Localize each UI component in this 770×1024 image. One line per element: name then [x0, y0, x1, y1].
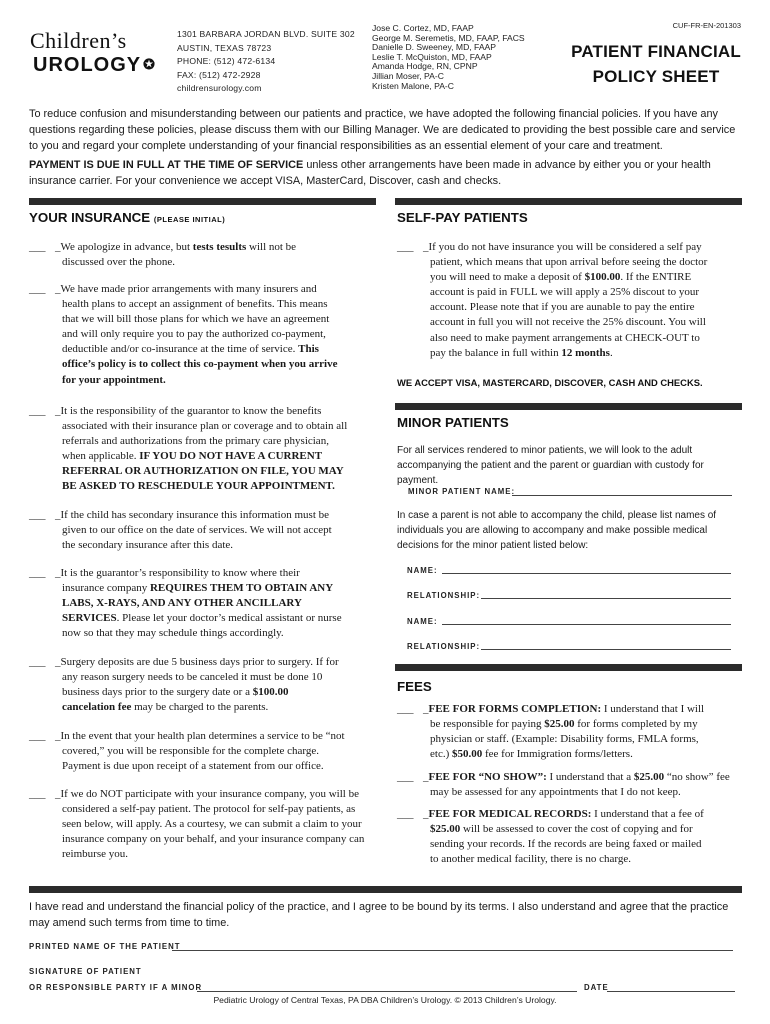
- payment-due-notice: PAYMENT IS DUE IN FULL AT THE TIME OF SERVICE: [29, 159, 304, 171]
- initial-blank[interactable]: ___: [29, 788, 46, 800]
- item-bold-text: tests tesults: [192, 241, 247, 253]
- fee-title: FEE FOR FORMS COMPLETION:: [428, 703, 602, 715]
- initial-blank[interactable]: ___: [397, 241, 414, 253]
- item-text: It is the guarantor’s responsibility to know where their insurance company: [60, 567, 300, 595]
- insurance-item-text: [55, 240, 332, 270]
- relationship-label: RELATIONSHIP:: [407, 642, 481, 651]
- logo: [30, 29, 160, 76]
- signature-field[interactable]: [197, 991, 577, 992]
- insurance-item-text: [55, 655, 342, 715]
- item-text: In the event that your health plan determines a service to be “not covered,” you will be responsible for the complete charge. Payment is due upon receipt of a statement from our office.: [60, 730, 345, 773]
- insurance-item-text: [55, 282, 340, 388]
- fee-amount: $25.00: [544, 718, 575, 731]
- fees-heading: FEES: [397, 679, 432, 694]
- provider: Amanda Hodge, RN, CPNP: [372, 61, 478, 72]
- initial-underscore: _: [55, 509, 61, 521]
- insurance-item-text: [55, 729, 358, 774]
- initial-blank[interactable]: ___: [29, 509, 46, 521]
- item-text: fee for Immigration forms/letters.: [482, 748, 633, 761]
- initial-underscore: _: [55, 730, 61, 742]
- star-icon: ✪: [143, 56, 156, 72]
- fee-item-text: [423, 770, 730, 800]
- item-text: Surgery deposits are due 5 business days prior to surgery. If for any reason surgery needs to be canceled it must be done 10 business days prior to the surgery date or a: [60, 656, 339, 699]
- fee-title: FEE FOR “NO SHOW”:: [428, 771, 547, 783]
- logo-word: UROLOGY: [33, 54, 142, 76]
- insurance-heading-text: YOUR INSURANCE: [29, 210, 151, 225]
- fee-title: FEE FOR MEDICAL RECORDS:: [428, 808, 592, 820]
- insurance-item-text: [55, 404, 348, 495]
- relationship-label: RELATIONSHIP:: [407, 591, 481, 600]
- initial-underscore: _: [55, 283, 61, 295]
- provider: Leslie T. McQuiston, MD, FAAP: [372, 51, 492, 62]
- item-bold-text: $100.00 cancelation fee: [62, 686, 289, 714]
- footer-copyright: Pediatric Urology of Central Texas, PA DBA Children’s Urology. © 2013 Children’s Urology.: [213, 995, 557, 1005]
- section-divider: [395, 198, 742, 205]
- page-title-line1: PATIENT FINANCIAL: [571, 42, 741, 61]
- insurance-item-text: [55, 566, 342, 641]
- fee-amount: $50.00: [451, 748, 483, 761]
- payment-term: 12 months: [561, 346, 610, 359]
- section-divider: [395, 403, 742, 410]
- item-text: will be assessed to cover the cost of copying and for sending your records. If the records are being faxed or mailed to another medical facility, there is no charge.: [430, 823, 702, 866]
- selfpay-heading: SELF-PAY PATIENTS: [397, 210, 528, 225]
- deposit-amount: $100.00: [584, 271, 621, 284]
- item-period: .: [609, 346, 613, 359]
- initial-blank[interactable]: ___: [29, 405, 46, 417]
- item-text: If the child has secondary insurance this information must be given to our office on the date of services. We will not accept the secondary insurance after this date.: [60, 509, 332, 552]
- guardian-name-label: NAME:: [407, 566, 438, 575]
- date-field[interactable]: [607, 991, 735, 992]
- item-text: We have made prior arrangements with many insurers and health plans to accept an assignment of benefits. This means that we will bill those plans for which we have an agreement and will only require you to pay the authorized co-payment, deductible and/or co-insurance at the time of service.: [60, 283, 330, 356]
- item-bold-text: This office’s policy is to collect this co-payment when you arrive for your appointment.: [62, 343, 338, 386]
- initial-underscore: _: [55, 567, 61, 579]
- initial-blank[interactable]: ___: [397, 808, 414, 820]
- payment-paragraph: [29, 157, 743, 189]
- item-text: If you do not have insurance you will be considered a self pay patient, which means that upon arrival before seeing the doctor you will need to make a deposit of: [428, 241, 708, 284]
- minor-name-label: MINOR PATIENT NAME:: [408, 487, 516, 496]
- relationship-field[interactable]: [481, 598, 731, 599]
- form-code: CUF-FR-EN-201303: [672, 21, 741, 30]
- provider: Jose C. Cortez, MD, FAAP: [372, 23, 474, 33]
- item-text: for forms completed by my physician or staff. (Example: Disability forms, FMLA forms, etc.): [430, 718, 699, 761]
- insurance-item-text: [55, 508, 342, 553]
- item-text-after: will not be discussed over the phone.: [62, 241, 297, 269]
- insurance-heading: [29, 210, 225, 225]
- item-text-after: . Please let your doctor’s medical assistant or nurse now so that they may schedule things accordingly.: [62, 612, 342, 640]
- address-website: childrensurology.com: [177, 83, 262, 93]
- item-text-after: may be charged to the parents.: [131, 701, 269, 714]
- initial-blank[interactable]: ___: [397, 703, 414, 715]
- initial-underscore: _: [423, 703, 429, 715]
- provider: Jillian Moser, PA-C: [372, 70, 444, 81]
- intro-paragraph: To reduce confusion and misunderstanding between our patients and practice, we have adopted the following financial policies. If you have any questions regarding these policies, please discuss them with our Billing Manager. We are dedicated to providing the best possible care and service to you and regard your complete understanding of your financial responsibilities as an essential element of your care and treatment.: [29, 108, 736, 152]
- initial-blank[interactable]: ___: [29, 730, 46, 742]
- selfpay-item-text: [423, 240, 712, 361]
- item-text: “no show” fee may be assessed for any appointments that I do not keep.: [430, 771, 730, 799]
- signature-label-line2: OR RESPONSIBLE PARTY IF A MINOR: [29, 983, 203, 992]
- guardian-name-label: NAME:: [407, 617, 438, 626]
- signature-label-line1: SIGNATURE OF PATIENT: [29, 967, 142, 976]
- fee-item-text: [423, 702, 705, 762]
- printed-name-label: PRINTED NAME OF THE PATIENT: [29, 942, 181, 951]
- address-phone: PHONE: (512) 472-6134: [177, 56, 276, 66]
- payment-details: unless other arrangements have been made in advance by either you or your health insurance carrier. For your convenience we accept VISA, MasterCard, Discover, cash and checks.: [29, 159, 711, 187]
- initial-underscore: _: [55, 788, 61, 800]
- provider: George M. Seremetis, MD, FAAP, FACS: [372, 32, 525, 43]
- logo-wordmark-bottom: [33, 53, 160, 76]
- initial-blank[interactable]: ___: [29, 567, 46, 579]
- initial-blank[interactable]: ___: [29, 656, 46, 668]
- agreement-text: I have read and understand the financial policy of the practice, and I agree to be bound by its terms. I also understand and agree that the practice may amend such terms from time to time.: [29, 901, 729, 929]
- practice-address: [177, 28, 355, 96]
- fee-amount: $25.00: [430, 823, 461, 836]
- fee-item-text: [423, 807, 712, 867]
- printed-name-field[interactable]: [172, 950, 733, 951]
- initial-blank[interactable]: ___: [397, 771, 414, 783]
- item-text-after: . If the ENTIRE account is paid in FULL we will apply a 25% discout to your account. Please note that if you are aunable to pay the entire account in full you will not receive the 25% discount. You will also need to make payment arrangements at CHECK-OUT to pay the balance in full within: [430, 271, 706, 359]
- initial-underscore: _: [423, 808, 429, 820]
- initial-underscore: _: [55, 405, 61, 417]
- item-bold-text: REQUIRES THEM TO OBTAIN ANY LABS, X-RAYS, AND ANY OTHER ANCILLARY SERVICES: [62, 582, 333, 625]
- section-divider: [29, 886, 742, 893]
- item-text: I understand that a fee of: [591, 808, 704, 820]
- insurance-heading-note: (PLEASE INITIAL): [153, 215, 226, 224]
- page-title: [571, 39, 741, 89]
- minor-name-field[interactable]: [512, 495, 732, 496]
- initial-underscore: _: [423, 771, 429, 783]
- initial-blank[interactable]: ___: [29, 283, 46, 295]
- item-bold-text: IF YOU DO NOT HAVE A CURRENT REFERRAL OR AUTHORIZATION ON FILE, YOU MAY BE ASKED TO RESCHEDULE YOUR APPOINTMENT.: [62, 450, 344, 493]
- section-divider: [29, 198, 376, 205]
- provider: Danielle D. Sweeney, MD, FAAP: [372, 42, 497, 53]
- section-divider: [395, 664, 742, 671]
- initial-underscore: _: [55, 656, 61, 668]
- address-city: AUSTIN, TEXAS 78723: [177, 42, 272, 53]
- minor-paragraph: For all services rendered to minor patients, we will look to the adult accompanying the patient and the parent or guardian with custody for payment.: [397, 445, 704, 486]
- provider: Kristen Malone, PA-C: [372, 80, 454, 91]
- insurance-item-text: [55, 787, 374, 862]
- address-street: 1301 BARBARA JORDAN BLVD. SUITE 302: [177, 29, 355, 39]
- address-fax: FAX: (512) 472-2928: [177, 69, 261, 80]
- relationship-field[interactable]: [481, 649, 731, 650]
- accepted-payments: WE ACCEPT VISA, MASTERCARD, DISCOVER, CASH AND CHECKS.: [397, 377, 703, 388]
- item-text: I understand that a: [546, 771, 634, 783]
- page-title-line2: POLICY SHEET: [592, 67, 720, 86]
- initial-underscore: _: [55, 241, 61, 253]
- logo-wordmark-top: Children’s: [30, 28, 127, 53]
- initial-underscore: _: [423, 241, 429, 253]
- provider-list: [372, 24, 525, 91]
- item-text: If we do NOT participate with your insurance company, you will be considered a self-pay patient. The protocol for self-pay patients, as seen below, will apply. As a courtesy, we can submit a claim to your insurance company on your behalf, and your insurance company can reimburse you.: [60, 788, 365, 861]
- minor-authorization-paragraph: In case a parent is not able to accompany the child, please list names of individuals you are allowing to accompany and make possible medical decisions for the minor patient listed below:: [397, 510, 717, 551]
- guardian-name-field[interactable]: [442, 624, 731, 625]
- item-text: It is the responsibility of the guarantor to know the benefits associated with their insurance plan or coverage and to obtain all referrals and authorizations from the primary care physician, when applicable.: [60, 405, 348, 463]
- date-label: DATE: [584, 983, 609, 992]
- item-text: We apologize in advance, but: [60, 241, 193, 253]
- minor-heading: MINOR PATIENTS: [397, 415, 509, 430]
- fee-amount: $25.00: [633, 771, 665, 783]
- guardian-name-field[interactable]: [442, 573, 731, 574]
- initial-blank[interactable]: ___: [29, 241, 46, 253]
- item-text: I understand that I will be responsible for paying: [430, 703, 705, 731]
